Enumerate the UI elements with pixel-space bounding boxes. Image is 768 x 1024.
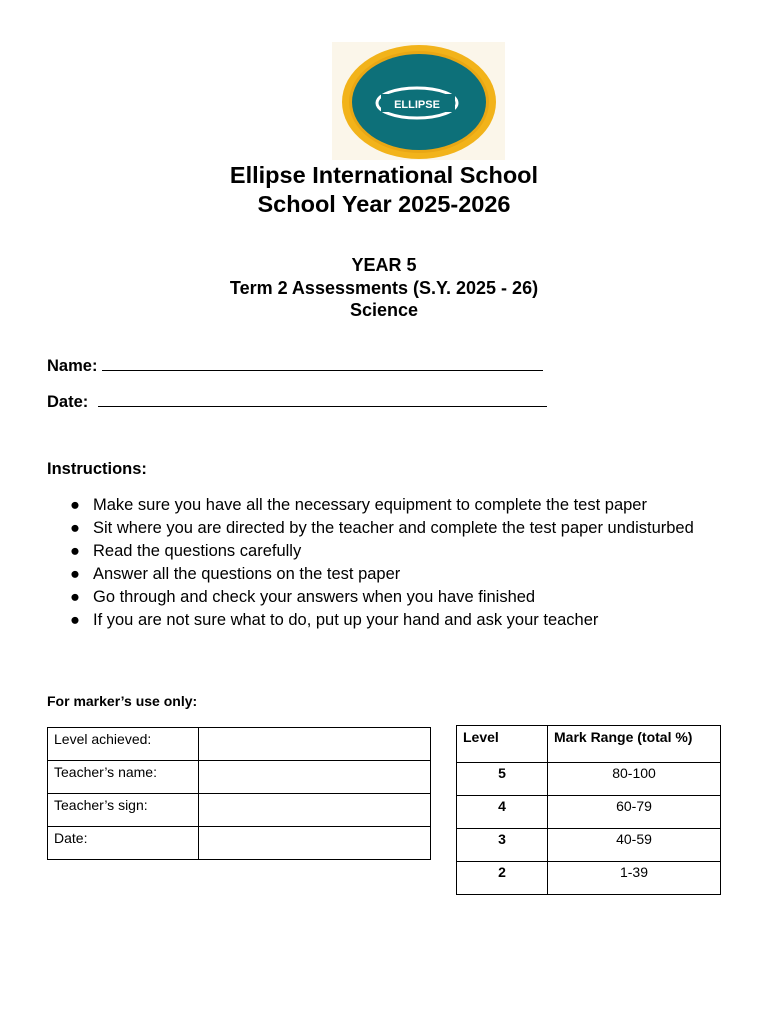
marker-date-cell[interactable] [199,827,431,860]
mark-range-value: 80-100 [548,763,721,796]
mark-range-value: 1-39 [548,862,721,895]
instruction-item: ● Make sure you have all the necessary equipment to complete the test paper [70,494,720,517]
bullet-icon: ● [70,519,80,537]
instruction-item: ● Answer all the questions on the test paper [70,563,720,586]
bullet-icon: ● [70,565,80,583]
table-row [48,761,431,794]
mark-range-value: 40-59 [548,829,721,862]
logo-text: ELLIPSE [394,99,440,111]
marker-row-label: Level achieved: [48,728,199,761]
instruction-item: ● Read the questions carefully [70,540,720,563]
instructions-list [70,494,720,632]
instructions-title: Instructions: [47,460,147,478]
name-field [47,356,543,376]
table-row [457,862,721,895]
table-row [48,794,431,827]
instruction-item: ● If you are not sure what to do, put up your hand and ask your teacher [70,609,720,632]
marker-row-label: Date: [48,827,199,860]
bullet-icon: ● [70,542,80,560]
term-title: Term 2 Assessments (S.Y. 2025 - 26) [229,277,539,298]
marker-row-label: Teacher’s name: [48,761,199,794]
bullet-icon: ● [70,611,80,629]
mark-range-column-header: Mark Range (total %) [548,726,721,763]
name-label: Name: [47,357,98,375]
assessment-header [0,254,768,322]
table-row [457,829,721,862]
level-table [456,725,721,895]
date-label: Date: [47,393,89,411]
marker-table [47,727,431,860]
year-level: YEAR 5 [351,255,417,275]
table-row [457,796,721,829]
mark-range-value: 60-79 [548,796,721,829]
bullet-icon: ● [70,588,80,606]
level-value: 5 [457,763,548,796]
subject-title: Science [349,300,419,320]
date-blank[interactable] [98,392,547,407]
level-value: 4 [457,796,548,829]
school-logo [332,42,505,160]
school-header [0,161,768,219]
level-value: 2 [457,862,548,895]
level-value: 3 [457,829,548,862]
school-name: Ellipse International School [229,162,539,188]
marker-section-title: For marker’s use only: [47,693,198,709]
date-field [47,392,547,412]
instruction-item: ● Sit where you are directed by the teacher and complete the test paper undisturbed [70,517,720,540]
table-row [48,827,431,860]
level-achieved-cell[interactable] [199,728,431,761]
table-row [457,763,721,796]
marker-row-label: Teacher’s sign: [48,794,199,827]
teacher-name-cell[interactable] [199,761,431,794]
table-header-row [457,726,721,763]
teacher-sign-cell[interactable] [199,794,431,827]
table-row [48,728,431,761]
level-column-header: Level [457,726,548,763]
bullet-icon: ● [70,496,80,514]
name-blank[interactable] [102,356,543,371]
instruction-item: ● Go through and check your answers when you have finished [70,586,720,609]
school-year: School Year 2025-2026 [257,191,511,217]
